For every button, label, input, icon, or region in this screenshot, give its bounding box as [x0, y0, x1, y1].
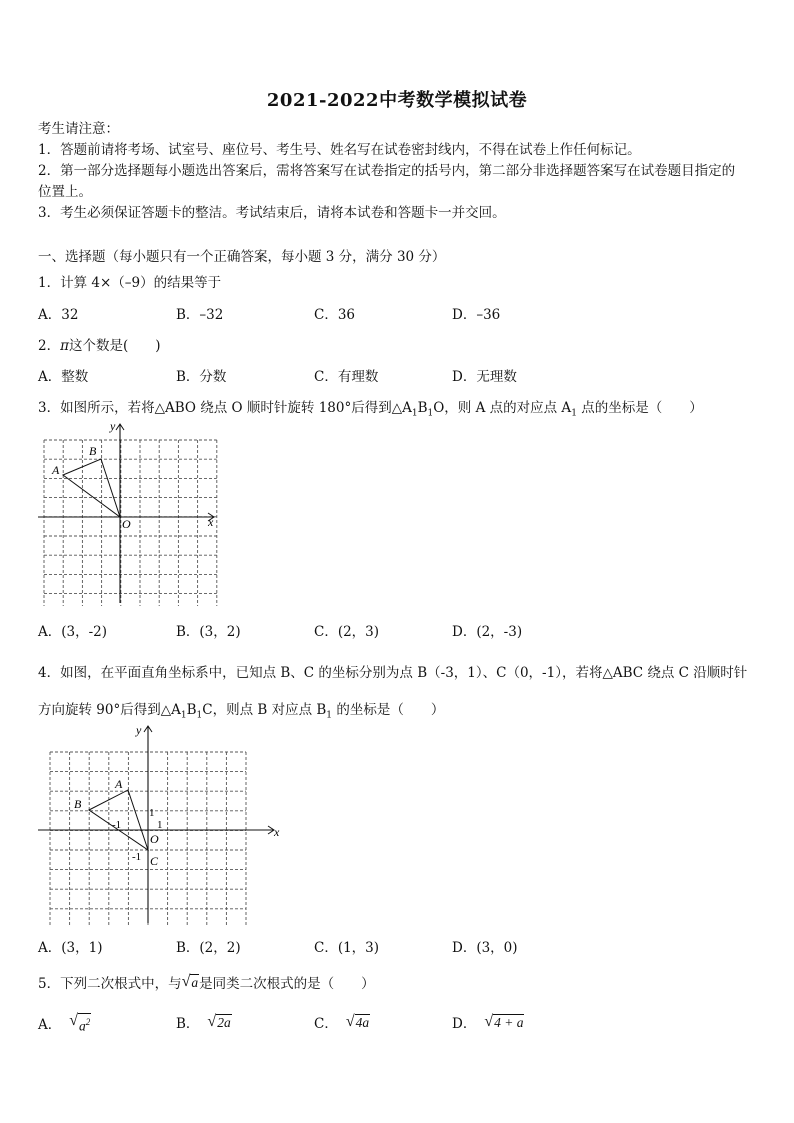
q5-option-d-radical	[484, 1013, 524, 1031]
q3-stem-part2: B	[417, 400, 428, 416]
q4-coordinate-figure	[36, 720, 286, 925]
q3-x-label: x	[208, 515, 214, 529]
q5-option-a-base: a	[79, 1018, 86, 1034]
question-4-stem-line2	[38, 698, 444, 721]
q3-coordinate-figure	[36, 418, 218, 606]
pi-symbol: π	[60, 338, 69, 354]
q3-triangle-abo	[63, 459, 120, 517]
q3-stem-part4: 点的坐标是（ ）	[576, 400, 703, 416]
q5-option-a-radical	[69, 1012, 91, 1035]
q4-point-b-label: B	[74, 797, 82, 811]
q3-stem-part1: 3．如图所示，若将△ABO 绕点 O 顺时针旋转 180°后得到△A	[38, 400, 412, 416]
question-4-stem-line1: 4．如图，在平面直角坐标系中，已知点 B、C 的坐标分别为点 B（-3，1）、C（0，-1），若将△ABC 绕点 C 沿顺时针	[38, 665, 748, 681]
sqrt-sign: √	[345, 1013, 355, 1030]
q2-option-b[interactable]: B．分数	[176, 369, 227, 385]
notice-item-3: 3．考生必须保证答题卡的整洁。考试结束后，请将本试卷和答题卡一并交回。	[38, 205, 506, 221]
q4-tick-y-1: 1	[149, 807, 155, 819]
question-1-stem: 1．计算 4×（–9）的结果等于	[38, 275, 222, 291]
q4-line2-c: C，则点 B 对应点 B	[202, 702, 327, 718]
q3-sub-b1: 1	[427, 408, 434, 419]
q4-point-c-label: C	[150, 854, 159, 868]
q1-option-a[interactable]: A．32	[38, 307, 79, 323]
notice-item-1: 1．答题前请将考场、试室号、座位号、考生号、姓名写在试卷密封线内，不得在试卷上作任何标记。	[38, 142, 641, 158]
q4-tick-y-neg1: -1	[132, 851, 142, 863]
notice-item-2: 2．第一部分选择题每小题选出答案后，需将答案写在试卷指定的括号内，第二部分非选择题答案写在试卷题目指定的	[38, 163, 736, 179]
q5-option-c[interactable]	[314, 1012, 370, 1032]
q5-option-c-radical	[346, 1013, 370, 1031]
q5-stem-b: 是同类二次根式的是（ ）	[199, 976, 375, 992]
q4-tick-x-neg1: -1	[112, 819, 122, 831]
q3-option-a[interactable]: A．(3，-2)	[38, 624, 108, 640]
q3-stem-part3: O，则 A 点的对应点 A	[433, 400, 572, 416]
q4-origin-label: O	[150, 832, 159, 846]
q5-option-b-prefix: B．	[176, 1016, 200, 1032]
q4-sub-b1: 1	[196, 710, 203, 721]
q2-stem-rest: 这个数是( )	[68, 338, 161, 354]
q2-option-d[interactable]: D．无理数	[452, 369, 517, 385]
sqrt-sign: √	[207, 1013, 217, 1030]
q5-option-a-exp: 2	[85, 1017, 91, 1027]
q3-sub-a1: 1	[411, 408, 418, 419]
q1-option-c[interactable]: C．36	[314, 307, 356, 323]
question-2-stem	[38, 334, 161, 354]
q4-point-a-label: A	[115, 777, 123, 791]
q1-option-b[interactable]: B．–32	[176, 307, 224, 323]
q3-origin-label: O	[122, 517, 131, 531]
q5-sqrt-a	[182, 973, 200, 991]
q5-option-d-prefix: D．	[452, 1016, 477, 1032]
q2-option-c[interactable]: C．有理数	[314, 369, 379, 385]
q5-option-c-prefix: C．	[314, 1016, 338, 1032]
notice-item-2-cont: 位置上。	[38, 184, 92, 200]
q5-radicand: a	[191, 975, 199, 990]
q5-option-d-radicand: 4 + a	[494, 1015, 524, 1030]
q4-option-d[interactable]: D．(3，0)	[452, 940, 518, 956]
sqrt-sign: √	[484, 1013, 494, 1030]
q4-x-label: x	[274, 825, 280, 839]
q1-option-d[interactable]: D．–36	[452, 307, 501, 323]
q2-option-a[interactable]: A．整数	[38, 369, 89, 385]
q5-option-b-radicand: 2a	[217, 1015, 231, 1030]
question-5-stem	[38, 972, 375, 992]
sqrt-sign: √	[181, 973, 191, 990]
q5-option-c-radicand: 4a	[355, 1015, 370, 1030]
q5-option-b-radical	[207, 1013, 231, 1031]
q4-y-label: y	[136, 723, 142, 737]
q4-line2-d: 的坐标是（ ）	[332, 702, 445, 718]
q3-y-label: y	[110, 419, 116, 433]
q5-stem-a: 5．下列二次根式中，与	[38, 976, 182, 992]
q3-point-b-label: B	[89, 444, 97, 458]
notice-heading: 考生请注意：	[38, 121, 119, 137]
sqrt-sign: √	[69, 1012, 79, 1029]
q4-option-b[interactable]: B．(2，2)	[176, 940, 241, 956]
q5-option-a-prefix: A．	[38, 1017, 62, 1034]
q4-option-c[interactable]: C．(1，3)	[314, 940, 380, 956]
q4-sub-b1-point: 1	[326, 710, 333, 721]
q3-option-b[interactable]: B．(3，2)	[176, 624, 241, 640]
question-3-stem	[38, 396, 703, 419]
page-title: 2021-2022中考数学模拟试卷	[266, 90, 528, 111]
q5-option-b[interactable]	[176, 1012, 232, 1032]
q4-line2-b: B	[186, 702, 197, 718]
q3-sub-a1-point: 1	[571, 408, 577, 419]
q4-sub-a1: 1	[180, 710, 187, 721]
q5-option-a[interactable]	[38, 1012, 91, 1035]
q5-option-d[interactable]	[452, 1012, 524, 1032]
q2-number: 2．	[38, 338, 61, 354]
q3-point-a-label: A	[52, 463, 60, 477]
q3-option-c[interactable]: C．(2，3)	[314, 624, 380, 640]
q4-option-a[interactable]: A．(3，1)	[38, 940, 103, 956]
section-heading: 一、选择题（每小题只有一个正确答案，每小题 3 分，满分 30 分）	[38, 249, 446, 265]
q4-line2-a: 方向旋转 90°后得到△A	[38, 702, 181, 718]
q4-tick-x-1: 1	[157, 819, 163, 831]
q5-option-a-radicand	[78, 1013, 91, 1035]
q3-option-d[interactable]: D．(2，-3)	[452, 624, 523, 640]
